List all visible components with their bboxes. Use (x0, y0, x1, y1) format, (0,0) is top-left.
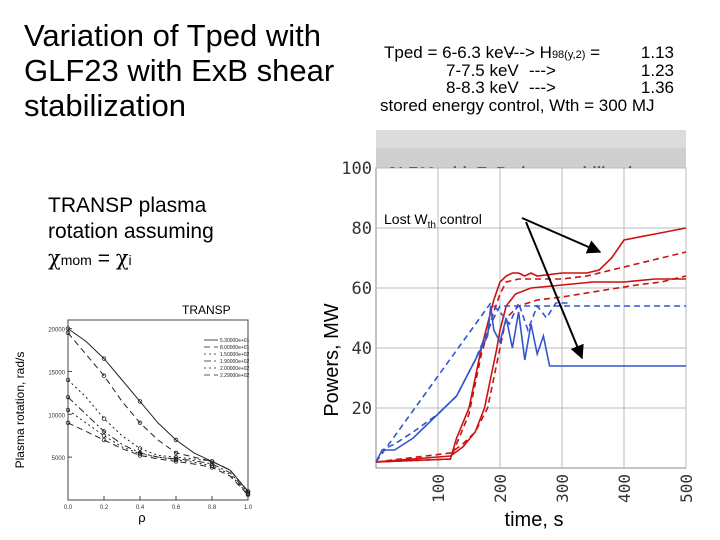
x-tick-label: 300 (553, 474, 572, 503)
stored-energy-line: stored energy control, Wth = 300 MJ (380, 95, 655, 115)
rotation-point (102, 434, 106, 438)
x-tick-label: 500 (677, 474, 696, 503)
transp-note-line1: TRANSP plasma (48, 194, 207, 217)
y-tick-labels (341, 159, 372, 419)
chi-equation: χmom = χi (48, 246, 132, 270)
rotation-point (102, 417, 106, 421)
transp-chart-title: TRANSP (182, 303, 231, 317)
legend-entry: 2.00000e+02 (220, 366, 250, 372)
x-tick-labels (429, 474, 696, 503)
x-tick-label: 0.0 (63, 505, 73, 511)
lost-wth-annotation: Lost $W_{th}$ control (384, 211, 482, 231)
x-tick-label: 1.0 (243, 505, 253, 511)
info-row: Tped = 6-6.3 keV ---> H98(y,2) = 1.13 (384, 43, 674, 62)
info-row: 7-7.5 keV ---> 1.23 (446, 60, 674, 80)
y-tick-label: 40 (351, 339, 372, 359)
x-tick-label: 400 (615, 474, 634, 503)
legend-entry: 1.50000e+02 (220, 352, 250, 358)
x-axis-label: time, s (504, 509, 564, 531)
y-tick-label: 100 (341, 159, 372, 179)
legend-entry: 2.29000e+02 (220, 373, 250, 379)
y-tick-label: 10000 (48, 413, 65, 420)
y-tick-label: 20 (351, 399, 372, 419)
x-tick-label: 200 (491, 474, 510, 503)
x-tick-label: 0.4 (135, 505, 145, 511)
rotation-series-line (68, 423, 248, 495)
confinement-info (378, 44, 684, 114)
x-tick-label: 0.2 (99, 505, 109, 511)
legend-entry: 5.30000e+01 (220, 338, 250, 344)
transp-x-axis-label: ρ (138, 510, 146, 525)
powers-chart (300, 130, 710, 535)
y-axis-label: Powers, MW (321, 303, 343, 417)
transp-legend (204, 338, 250, 379)
transp-note-line2: rotation assuming (48, 220, 214, 243)
legend-entry: 8.00000e+01 (220, 345, 250, 351)
transp-y-axis-label: Plasma rotation, rad/s (13, 351, 27, 469)
transp-x-ticks (64, 496, 253, 511)
transp-chart (10, 300, 260, 535)
y-tick-label: 60 (351, 279, 372, 299)
x-tick-label: 0.8 (207, 505, 217, 511)
transp-note (48, 193, 278, 273)
rotation-series-line (68, 380, 248, 491)
y-tick-label: 5000 (51, 456, 65, 463)
legend-entry: 1.90000e+02 (220, 359, 250, 365)
rotation-point (102, 438, 106, 442)
info-row: 8-8.3 keV ---> 1.36 (446, 78, 674, 97)
x-tick-label: 0.6 (171, 505, 181, 511)
chart-top-band (376, 130, 686, 148)
y-tick-label: 20000 (48, 327, 65, 334)
slide-title: Variation of Tped with GLF23 with ExB shear stabilization (24, 18, 335, 123)
rotation-series-line (68, 397, 248, 493)
y-tick-label: 80 (351, 219, 372, 239)
y-tick-label: 15000 (48, 370, 65, 377)
x-tick-label: 100 (429, 474, 448, 503)
